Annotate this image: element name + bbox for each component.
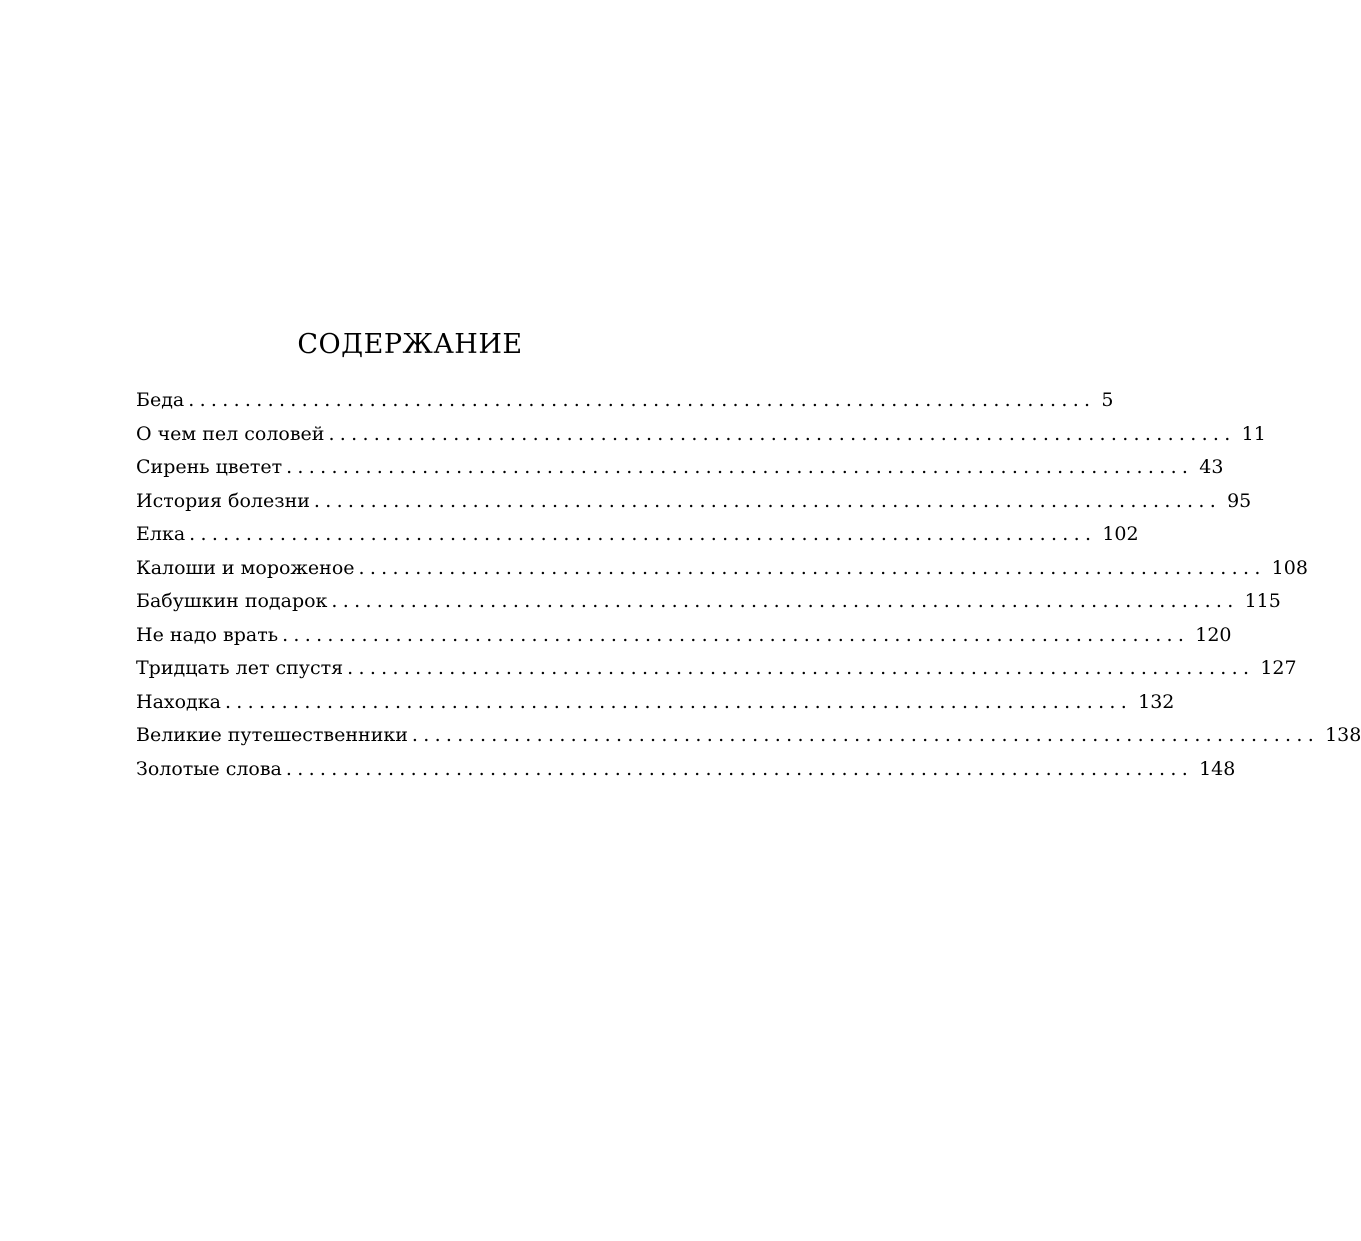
toc-entry-page: 132 [1138, 690, 1175, 713]
toc-entry-page: 115 [1244, 590, 1281, 612]
list-item [136, 552, 1308, 586]
list-item [136, 686, 1175, 720]
toc-entry-title: История болезни [136, 489, 310, 512]
toc-entry-title: Великие путешественники [136, 724, 408, 746]
dot-leader: ................................................................................ [282, 623, 1190, 646]
list-item [136, 585, 1281, 619]
dot-leader: ................................................................................ [328, 422, 1236, 445]
list-item [136, 418, 1266, 452]
toc-entry-page: 108 [1271, 556, 1308, 579]
toc-entry-title: Находка [136, 690, 221, 713]
toc-entry-title: Тридцать лет спустя [136, 657, 344, 679]
dot-leader: ................................................................................ [188, 389, 1096, 411]
toc-entry-title: Бабушкин подарок [136, 590, 328, 612]
toc-entry-page: 127 [1260, 657, 1297, 679]
list-item [136, 451, 1224, 485]
toc-entry-title: Золотые слова [136, 757, 282, 780]
dot-leader: ................................................................................ [285, 757, 1194, 780]
dot-leader: ................................................................................ [358, 556, 1266, 579]
list-item [136, 384, 1114, 418]
list-item [136, 619, 1232, 653]
toc-entry-page: 102 [1102, 523, 1139, 545]
toc-entry-page: 138 [1325, 724, 1361, 746]
toc-entry-page: 5 [1101, 389, 1114, 411]
toc-entry-title: Сирень цветет [136, 456, 283, 478]
dot-leader: ................................................................................ [313, 489, 1222, 512]
toc-entry-page: 95 [1227, 489, 1252, 512]
list-item [136, 719, 1361, 753]
list-item [136, 518, 1139, 552]
dot-leader: ................................................................................ [224, 690, 1133, 713]
toc-entry-title: Не надо врать [136, 623, 279, 646]
page-title: СОДЕРЖАНИЕ [297, 329, 523, 360]
list-item [136, 753, 1236, 787]
dot-leader: ................................................................................ [286, 456, 1194, 478]
toc-entry-page: 43 [1199, 456, 1224, 478]
toc-entry-page: 148 [1199, 757, 1236, 780]
list-item [136, 485, 1252, 519]
dot-leader: ................................................................................ [411, 724, 1320, 746]
toc-entry-title: Калоши и мороженое [136, 556, 355, 579]
toc-entry-page: 11 [1241, 422, 1266, 445]
toc-entry-title: О чем пел соловей [136, 422, 325, 445]
dot-leader: ................................................................................ [347, 657, 1255, 679]
toc-entry-title: Елка [136, 523, 186, 545]
table-of-contents [136, 384, 1361, 786]
toc-entry-title: Беда [136, 389, 185, 411]
dot-leader: ................................................................................ [331, 590, 1239, 612]
dot-leader: ................................................................................ [189, 523, 1097, 545]
toc-entry-page: 120 [1195, 623, 1232, 646]
list-item [136, 652, 1297, 686]
